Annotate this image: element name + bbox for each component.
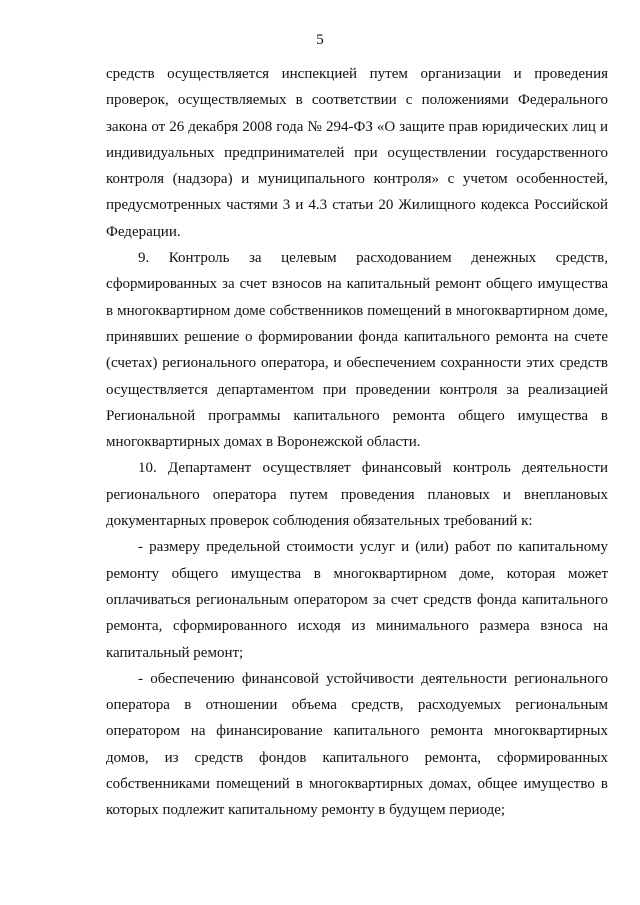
- paragraph-inspection-continuation: средств осуществляется инспекцией путем организации и проведения проверок, осуществляемых в соответствии с положениями Федерального закона от 26 декабря 2008 года № 294-ФЗ «О защите прав юридических лиц и индивидуальных предпринимателей при осуществлении государственного контроля (надзора) и муниципального контроля» с учетом особенностей, предусмотренных частями 3 и 4.3 статьи 20 Жилищного кодекса Российской Федерации.: [106, 66, 608, 240]
- list-item-cost-limit: - размеру предельной стоимости услуг и (или) работ по капитальному ремонту общего имущества в многоквартирном доме, которая может оплачиваться региональным оператором за счет средств фонда капитального ремонта, сформированного исходя из минимального размера взноса на капитальный ремонт;: [106, 539, 608, 661]
- page-number: 5: [316, 32, 324, 48]
- paragraph-10-financial-control: 10. Департамент осуществляет финансовый контроль деятельности регионального оператора путем проведения плановых и внеплановых документарных проверок соблюдения обязательных требований к:: [106, 460, 608, 530]
- list-item-financial-stability: - обеспечению финансовой устойчивости деятельности регионального оператора в отношении объема средств, расходуемых региональным оператором на финансирование капитального ремонта многоквартирных домов, из средств фондов капитального ремонта, сформированных собственниками помещений в многоквартирных домах, общее имущество в которых подлежит капитальному ремонту в будущем периоде;: [106, 670, 608, 819]
- document-body: [106, 61, 608, 824]
- paragraph-9-targeted-spending-control: 9. Контроль за целевым расходованием денежных средств, сформированных за счет взносов на капитальный ремонт общего имущества в многоквартирном доме собственников помещений в многоквартирном доме, принявших решение о формировании фонда капитального ремонта на счете (счетах) регионального оператора, и обеспечением сохранности этих средств осуществляется департаментом при проведении контроля за реализацией Региональной программы капитального ремонта общего имущества в многоквартирных домах в Воронежской области.: [106, 250, 608, 451]
